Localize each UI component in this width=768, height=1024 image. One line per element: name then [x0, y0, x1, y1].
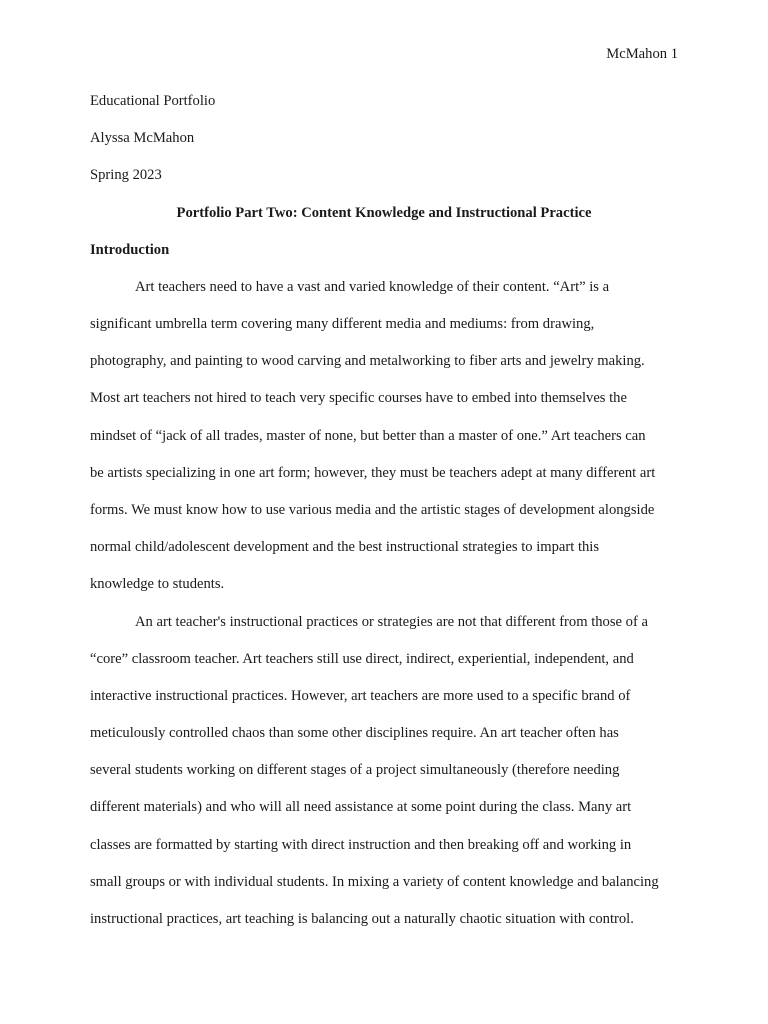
- paragraph-1-line-9: knowledge to students.: [90, 576, 225, 592]
- paragraph-1-line-6: be artists specializing in one art form; however, they must be teachers adept at many different art: [90, 465, 656, 481]
- term-line: Spring 2023: [90, 167, 162, 183]
- paragraph-1-line-7: forms. We must know how to use various media and the artistic stages of development alongside: [90, 502, 655, 518]
- paragraph-2-line-5: several students working on different stages of a project simultaneously (therefore needing: [90, 762, 620, 778]
- paragraph-1-line-8: normal child/adolescent development and the best instructional strategies to impart this: [90, 539, 600, 555]
- paragraph-2-line-1: An art teacher's instructional practices or strategies are not that different from those of a: [135, 614, 648, 630]
- running-head: McMahon 1: [606, 46, 678, 62]
- paragraph-2-line-4: meticulously controlled chaos than some other disciplines require. An art teacher often has: [90, 725, 619, 741]
- paragraph-2-line-8: small groups or with individual students. In mixing a variety of content knowledge and balancing: [90, 874, 659, 890]
- author-line: Alyssa McMahon: [90, 130, 195, 146]
- paragraph-1-line-3: photography, and painting to wood carving and metalworking to fiber arts and jewelry making.: [90, 353, 645, 369]
- paragraph-2-line-2: “core” classroom teacher. Art teachers still use direct, indirect, experiential, independent, and: [90, 651, 634, 667]
- paragraph-1-line-1: Art teachers need to have a vast and varied knowledge of their content. “Art” is a: [135, 279, 610, 295]
- section-heading-introduction: Introduction: [90, 242, 170, 258]
- paragraph-1-line-4: Most art teachers not hired to teach very specific courses have to embed into themselves the: [90, 390, 627, 406]
- page-title: Portfolio Part Two: Content Knowledge and Instructional Practice: [176, 205, 592, 221]
- paragraph-1-line-2: significant umbrella term covering many different media and mediums: from drawing,: [90, 316, 595, 332]
- paragraph-2-line-7: classes are formatted by starting with direct instruction and then breaking off and working in: [90, 837, 632, 853]
- paragraph-2-line-3: interactive instructional practices. However, art teachers are more used to a specific brand of: [90, 688, 631, 704]
- course-line: Educational Portfolio: [90, 93, 216, 109]
- paragraph-1-line-5: mindset of “jack of all trades, master of none, but better than a master of one.” Art teachers can: [90, 428, 646, 444]
- paragraph-2-line-9: instructional practices, art teaching is balancing out a naturally chaotic situation with control.: [90, 911, 634, 927]
- paragraph-2-line-6: different materials) and who will all need assistance at some point during the class. Many art: [90, 799, 632, 815]
